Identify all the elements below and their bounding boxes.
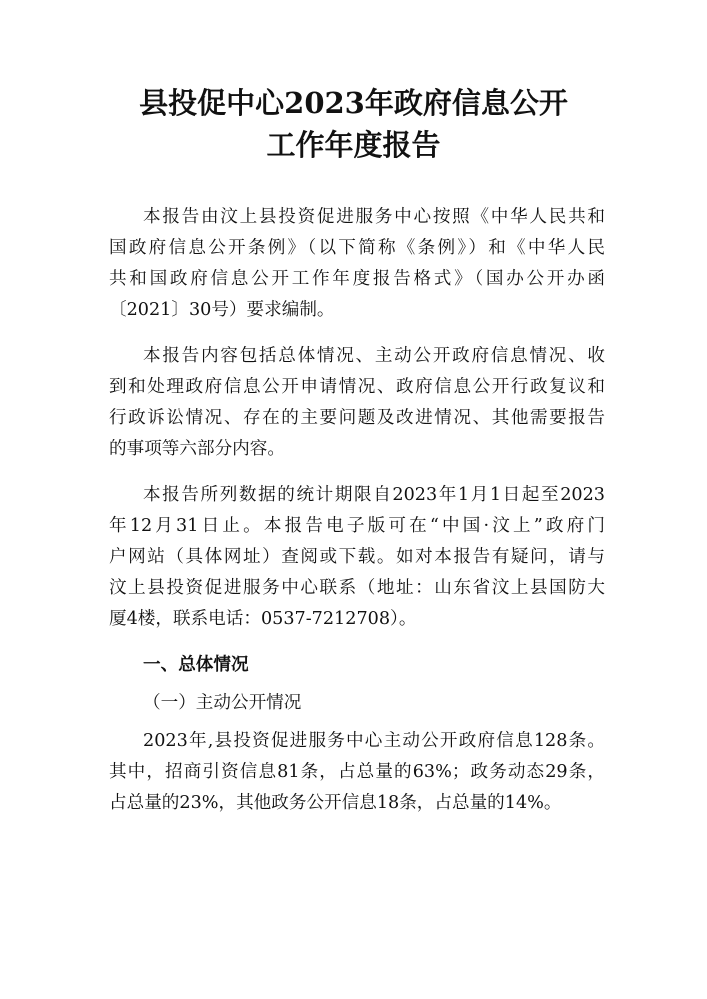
- paragraph-2-line-3: 行政诉讼情况、存在的主要问题及改进情况、其他需要报告: [109, 408, 605, 428]
- paragraph-1-line-4: 〔2021〕30号）要求编制。: [109, 300, 335, 320]
- paragraph-4-line-1: 2023年,县投资促进服务中心主动公开政府信息128条。: [143, 731, 605, 751]
- paragraph-2-line-2: 到和处理政府信息公开申请情况、政府信息公开行政复议和: [109, 377, 605, 397]
- paragraph-3-line-1: 本报告所列数据的统计期限自2023年1月1日起至2023: [143, 485, 605, 505]
- paragraph-1-line-3: 共和国政府信息公开工作年度报告格式》（国办公开办函: [109, 269, 605, 289]
- paragraph-2-line-4: 的事项等六部分内容。: [109, 439, 285, 459]
- paragraph-1-line-2: 国政府信息公开条例》（以下简称《条例》）和《中华人民: [109, 238, 605, 258]
- paragraph-4-line-2: 其中，招商引资信息81条，占总量的63%；政务动态29条，: [109, 762, 605, 782]
- paragraph-3-line-3: 户网站（具体网址）查阅或下载。如对本报告有疑问，请与: [109, 547, 605, 567]
- document-title-line-2: 工作年度报告: [266, 128, 441, 162]
- paragraph-3-line-4: 汶上县投资促进服务中心联系（地址：山东省汶上县国防大: [109, 578, 605, 598]
- paragraph-3-line-2: 年12月31日止。本报告电子版可在“中国·汶上”政府门: [109, 516, 605, 536]
- section-heading-overview: 一、总体情况: [143, 654, 249, 675]
- document-title-line-1: 县投促中心2023年政府信息公开: [139, 86, 568, 120]
- paragraph-3-line-5: 厦4楼，联系电话：0537-7212708）。: [109, 609, 417, 629]
- paragraph-4-line-3: 占总量的23%，其他政务公开信息18条，占总量的14%。: [109, 793, 562, 813]
- paragraph-1-line-1: 本报告由汶上县投资促进服务中心按照《中华人民共和: [143, 207, 605, 227]
- subsection-heading-active-disclosure: （一）主动公开情况: [143, 693, 302, 713]
- paragraph-2-line-1: 本报告内容包括总体情况、主动公开政府信息情况、收: [143, 346, 605, 366]
